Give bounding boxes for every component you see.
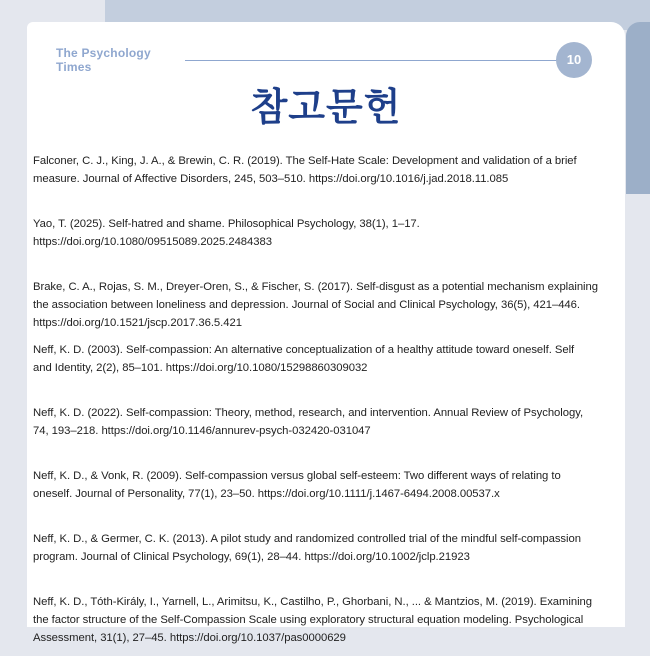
page-title: 참고문헌 [250, 85, 402, 129]
header-divider [185, 60, 567, 61]
reference-item: Neff, K. D., & Germer, C. K. (2013). A pilot study and randomized controlled trial of the mindful self-compassion program. Journal of Clinical Psychology, 69(1), 28–44. https://doi.org/10.1002/jclp.21923 [33, 533, 581, 563]
brand-name: The Psychology Times [56, 46, 151, 74]
reference-item: Neff, K. D. (2022). Self-compassion: Theory, method, research, and intervention. Annual Review of Psychology, 74, 193–218. https://doi.org/10.1146/annurev-psych-032420-031047 [33, 407, 584, 437]
reference-item: Yao, T. (2025). Self-hatred and shame. Philosophical Psychology, 38(1), 1–17. https://doi.org/10.1080/09515089.2025.2484383 [33, 218, 420, 248]
reference-item: Neff, K. D. (2003). Self-compassion: An alternative conceptualization of a healthy attitude toward oneself. Self and Identity, 2(2), 85–101. https://doi.org/10.1080/15298860309032 [33, 344, 575, 374]
reference-item: Brake, C. A., Rojas, S. M., Dreyer-Oren, S., & Fischer, S. (2017). Self-disgust as a potential mechanism explaining the association between loneliness and depression. Journal of Social and Clinical Psychology, 36(5), 421–446. https://doi.org/10.1521/jscp.2017.36.5.421 [33, 281, 598, 329]
reference-item: Neff, K. D., Tóth-Király, I., Yarnell, L., Arimitsu, K., Castilho, P., Ghorbani, N., ... & Mantzios, M. (2019). Examining the factor structure of the Self-Compassion Scale using exploratory structural equation modeling. Psychological Assessment, 31(1), 27–45. https://doi.org/10.1037/pas0000629 [33, 596, 593, 644]
reference-item: Falconer, C. J., King, J. A., & Brewin, C. R. (2019). The Self-Hate Scale: Development and validation of a brief measure. Journal of Affective Disorders, 245, 503–510. https://doi.org/10.1016/j.jad.2018.11.085 [33, 155, 577, 185]
page-card [27, 22, 625, 644]
page-number-badge: 10 [556, 42, 592, 78]
background-right-band [626, 22, 650, 194]
reference-item: Neff, K. D., & Vonk, R. (2009). Self-compassion versus global self-esteem: Two different ways of relating to oneself. Journal of Personality, 77(1), 23–50. https://doi.org/10.1111/j.1467-6494.2008.00537.x [33, 470, 561, 500]
reference-list [33, 152, 621, 656]
